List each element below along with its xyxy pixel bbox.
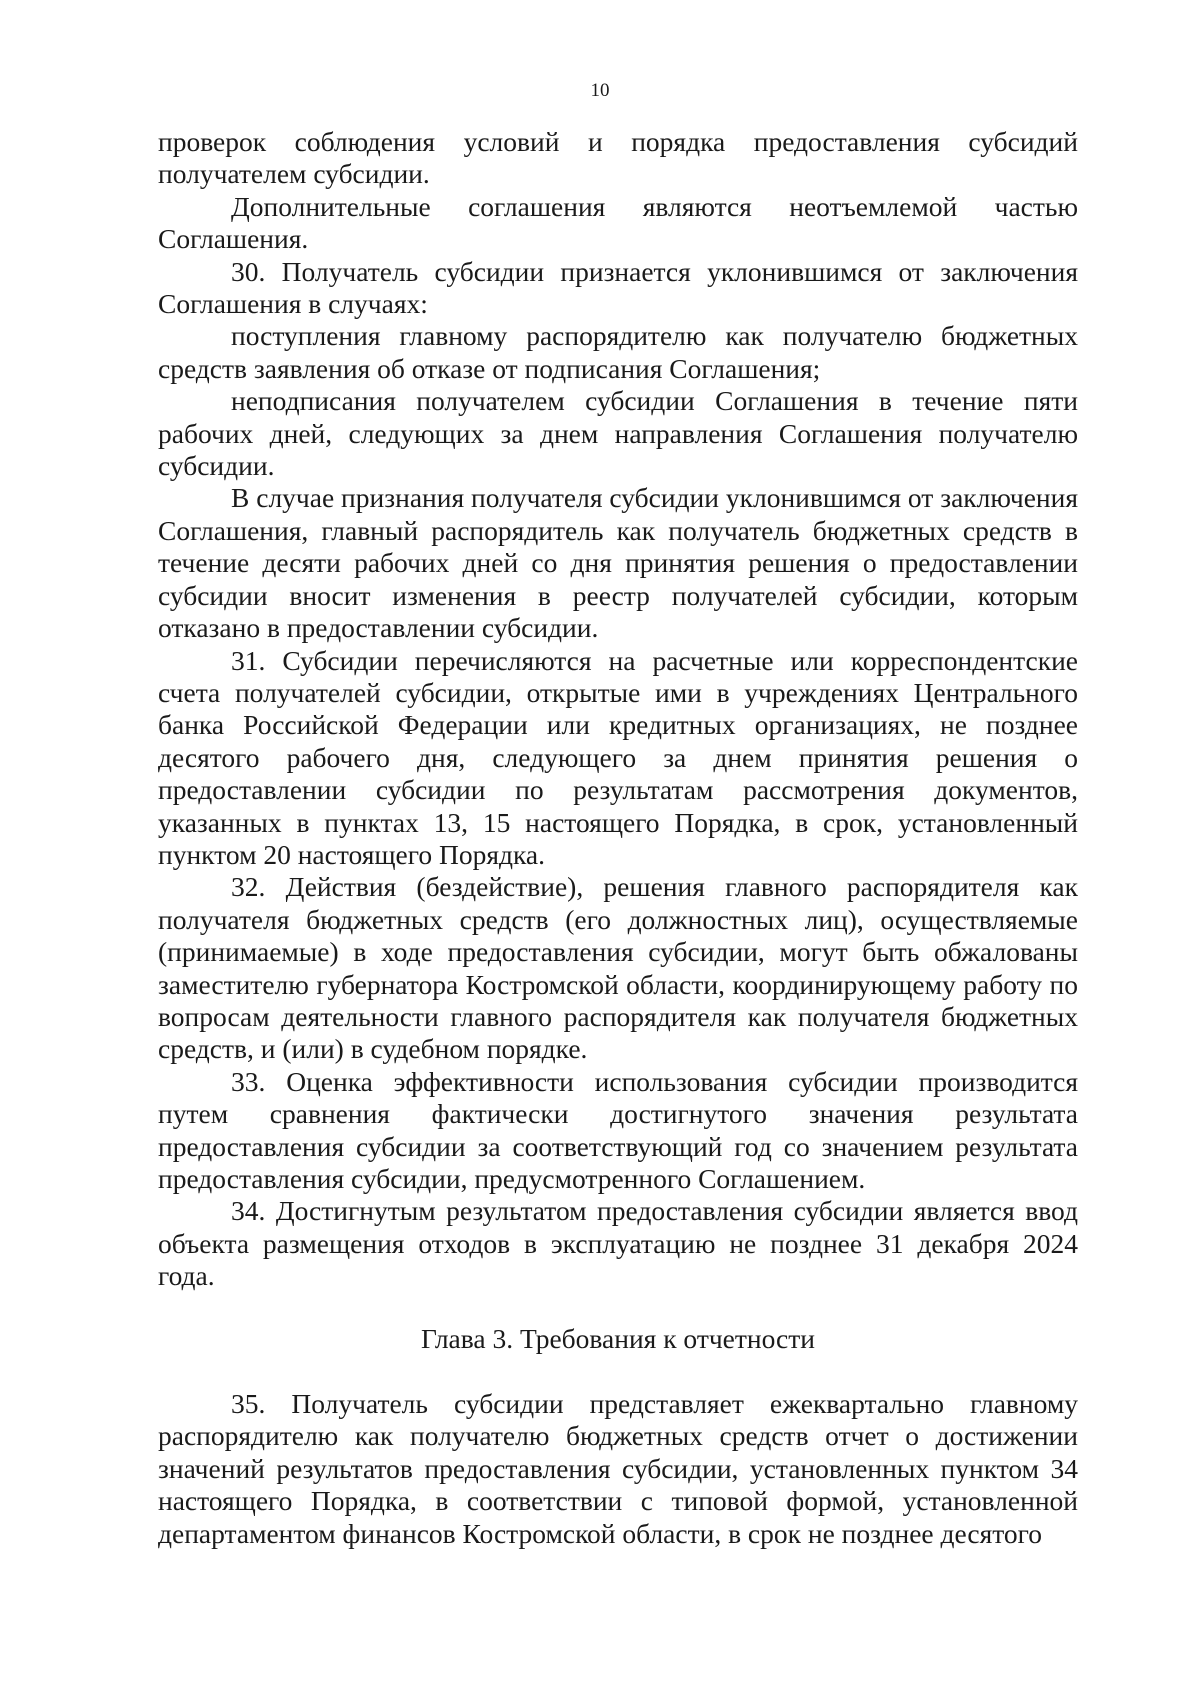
paragraph-33: 33. Оценка эффективности использования субсидии производится путем сравнения фактически достигнутого значения результата предоставления субсидии за соответствующий год со значением результата предоставления субсидии, предусмотренного Соглашением. xyxy=(158,1065,1078,1194)
paragraph-32: 32. Действия (бездействие), решения главного распорядителя как получателя бюджетных средств (его должностных лиц), осуществляемые (принимаемые) в ходе предоставления субсидии, могут быть обжалованы заместителю губернатора Костромской области, координирующему работу по вопросам деятельности главного распорядителя как получателя бюджетных средств, и (или) в судебном порядке. xyxy=(158,871,1078,1065)
paragraph-31: 31. Субсидии перечисляются на расчетные или корреспондентские счета получателей субсидии, открытые ими в учреждениях Центрального банка Российской Федерации или кредитных организациях, не позднее десятого рабочего дня, следующего за днем принятия решения о предоставлении субсидии по результатам рассмотрения документов, указанных в пунктах 13, 15 настоящего Порядка, в срок, установленный пунктом 20 настоящего Порядка. xyxy=(158,644,1078,870)
paragraph-30-registry: В случае признания получателя субсидии уклонившимся от заключения Соглашения, главный распорядитель как получатель бюджетных средств в течение десяти рабочих дней со дня принятия решения о предоставлении субсидии вносит изменения в реестр получателей субсидии, которым отказано в предоставлении субсидии. xyxy=(158,482,1078,644)
paragraph-30-case-2: неподписания получателем субсидии Соглашения в течение пяти рабочих дней, следующих за днем направления Соглашения получателю субсидии. xyxy=(158,385,1078,482)
paragraph-35: 35. Получатель субсидии представляет ежеквартально главному распорядителю как получателю бюджетных средств отчет о достижении значений результатов предоставления субсидии, установленных пунктом 34 настоящего Порядка, в соответствии с типовой формой, установленной департаментом финансов Костромской области, в срок не позднее десятого xyxy=(158,1388,1078,1549)
paragraph-30-case-1: поступления главному распорядителю как получателю бюджетных средств заявления об отказе от подписания Соглашения; xyxy=(158,320,1078,384)
paragraph-additional-agreements: Дополнительные соглашения являются неотъемлемой частью Соглашения. xyxy=(158,190,1078,255)
paragraph-34: 34. Достигнутым результатом предоставления субсидии является ввод объекта размещения отходов в эксплуатацию не позднее 31 декабря 2024 года. xyxy=(158,1195,1078,1292)
page-number: 10 xyxy=(590,80,610,101)
paragraph-30: 30. Получатель субсидии признается уклонившимся от заключения Соглашения в случаях: xyxy=(158,255,1078,320)
document-body xyxy=(158,126,1078,1550)
paragraph-continuation: проверок соблюдения условий и порядка предоставления субсидий получателем субсидии. xyxy=(158,126,1078,190)
chapter-heading: Глава 3. Требования к отчетности xyxy=(421,1322,815,1354)
